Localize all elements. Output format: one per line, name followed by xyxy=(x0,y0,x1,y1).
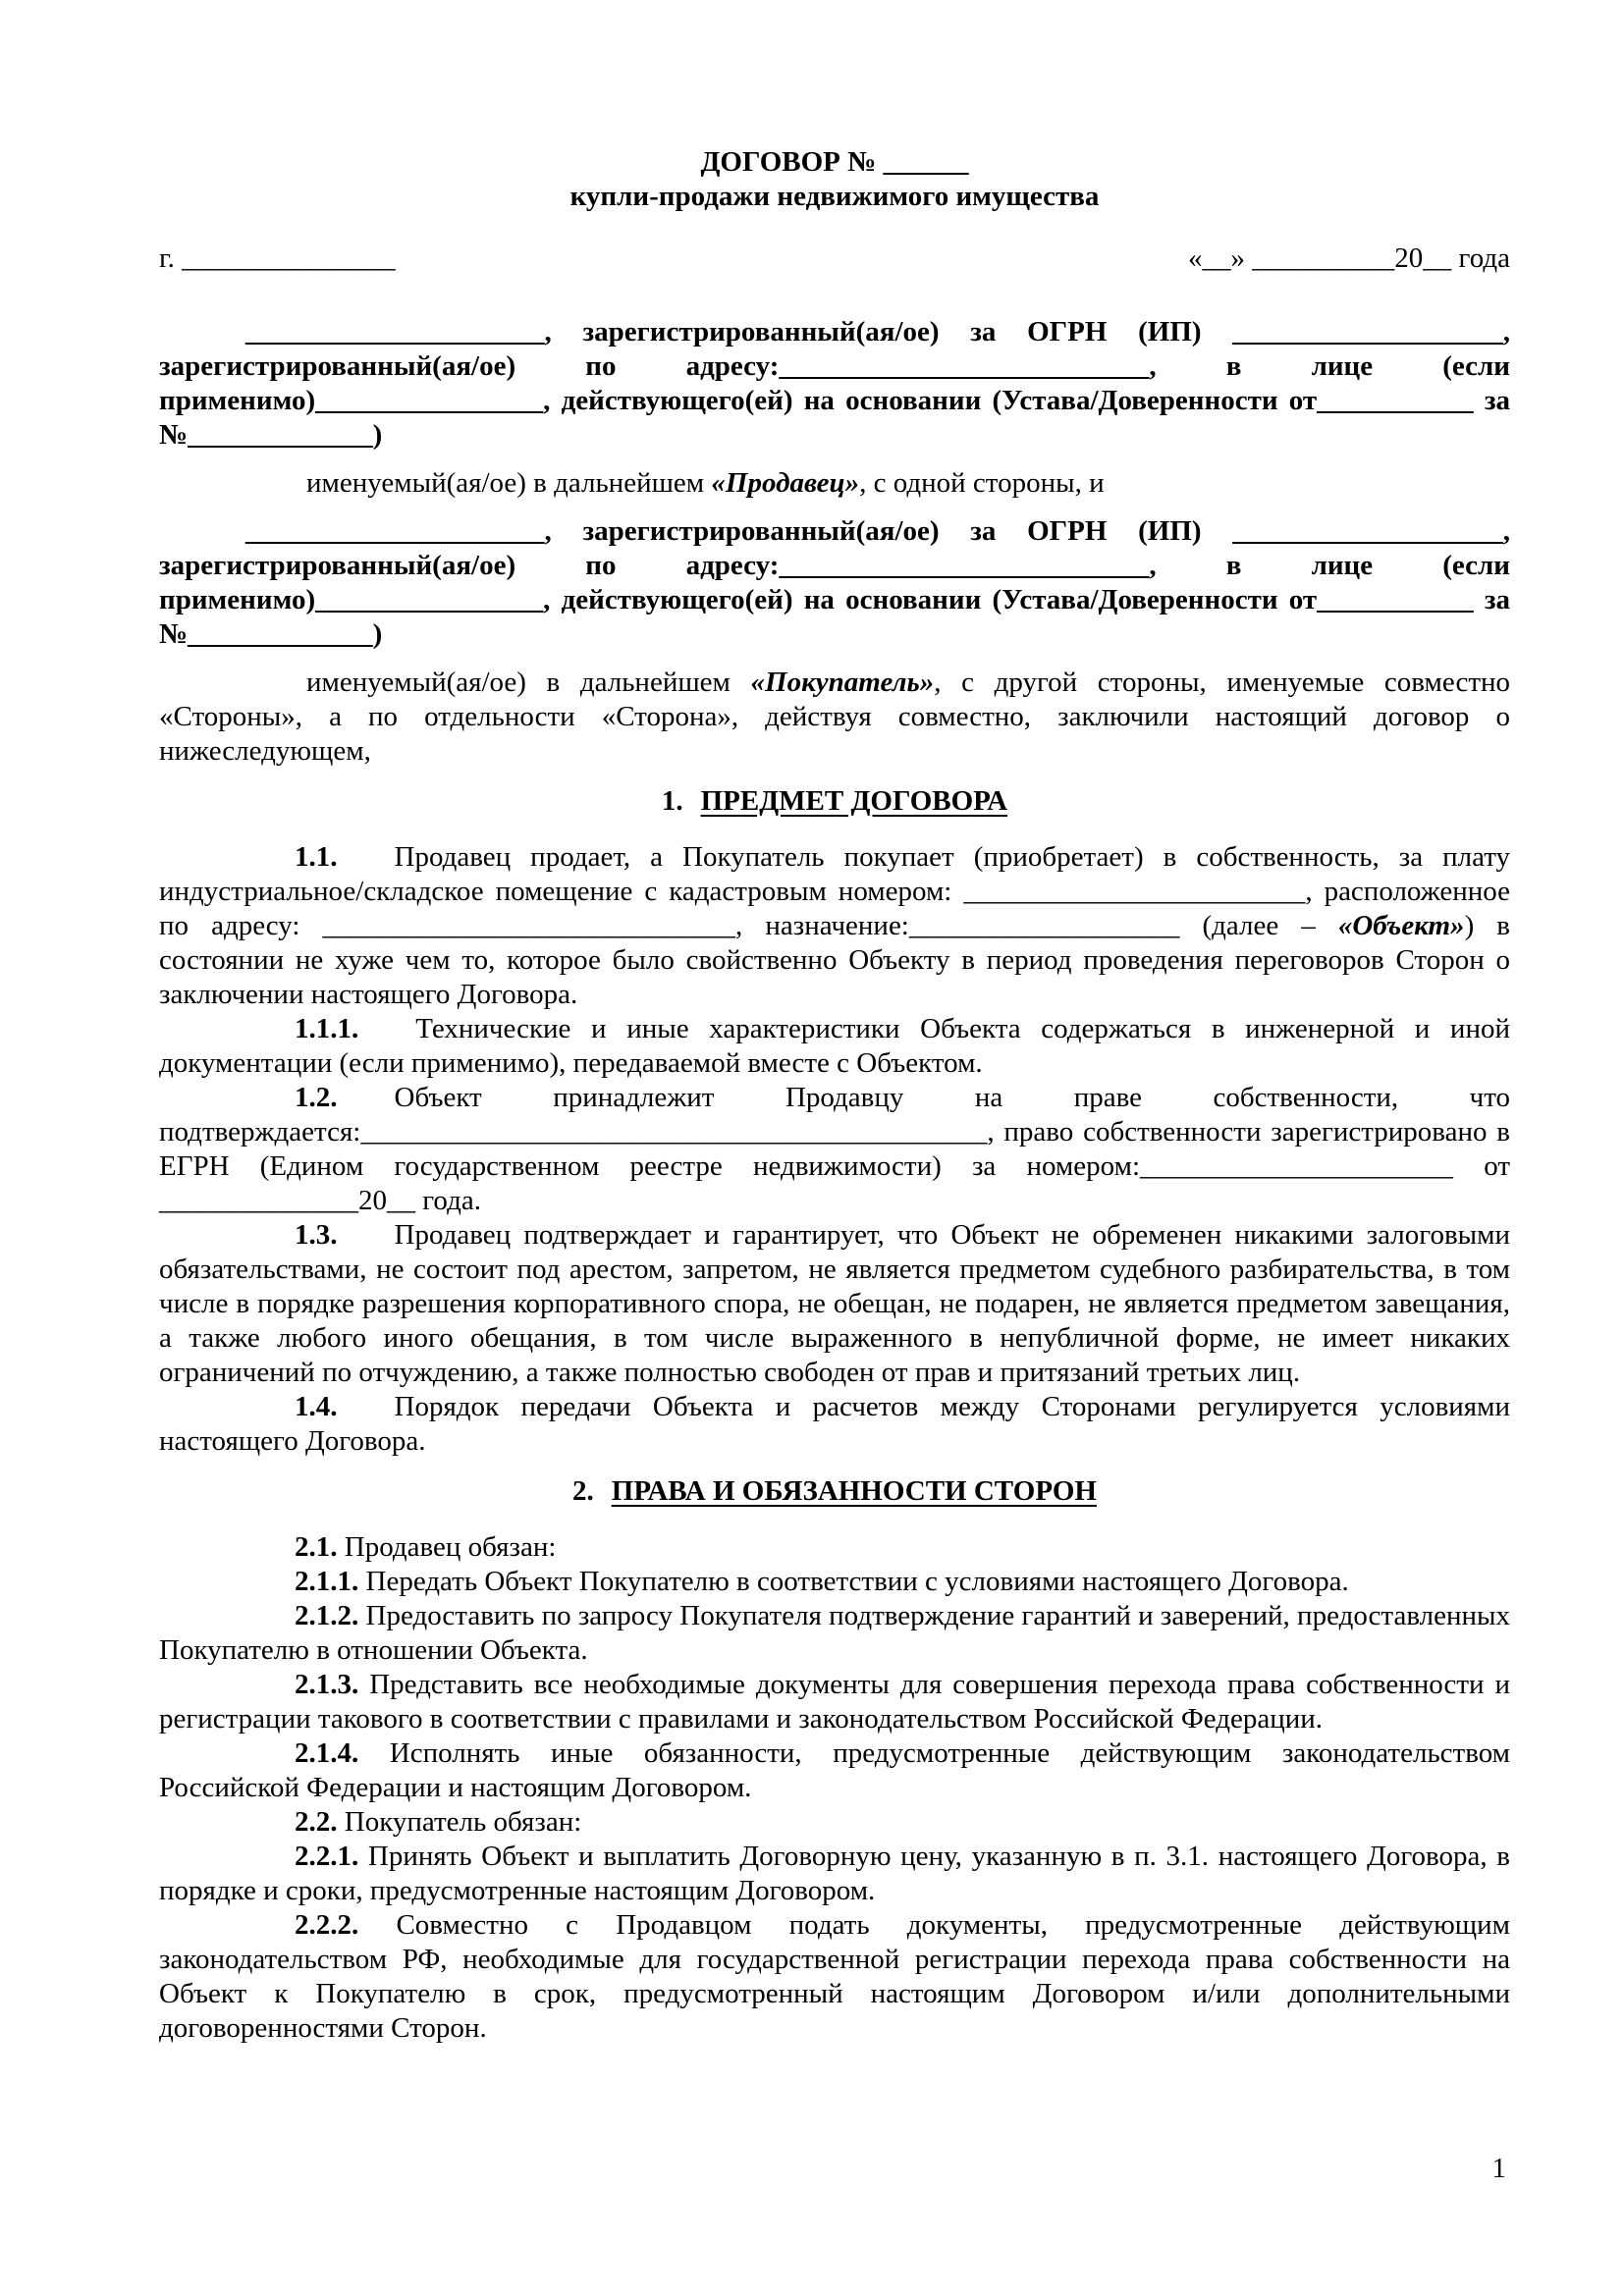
page-content xyxy=(159,145,1510,2046)
seller-intro-pre: именуемый(ая/ое) в дальнейшем xyxy=(306,467,712,499)
buyer-intro-pre: именуемый(ая/ое) в дальнейшем xyxy=(306,667,751,698)
clause-text: Продавец продает, а Покупатель покупает (приобретает) в собственность, за плату индустриальное/складское помещение с кадастровым номером: ________________________, расположенное по адресу: _____________________________, назначение:___________________ (далее – xyxy=(159,841,1510,941)
contract-subtitle: купли-продажи недвижимого имущества xyxy=(569,181,1100,212)
clause-text: Представить все необходимые документы для совершения перехода права собственности и регистрации такового в соответствии с правилами и законодательством Российской Федерации. xyxy=(159,1669,1511,1735)
object-term: «Объект» xyxy=(1337,910,1465,941)
clause-text: Передать Объект Покупателю в соответствии с условиями настоящего Договора. xyxy=(365,1566,1349,1597)
clause-2-2-1 xyxy=(159,1840,1510,1908)
buyer-details-paragraph: _____________________, зарегистрированный(ая/ое) за ОГРН (ИП) ___________________, зарегистрированный(ая/ое) по адресу:__________________________, в лице (если применимо)________________, действующего(ей) на основании (Устава/Доверенности от___________ за №_____________) xyxy=(159,515,1510,650)
clause-text: Принять Объект и выплатить Договорную цену, указанную в п. 3.1. настоящего Договора, в порядке и сроки, предусмотренные настоящим Договором. xyxy=(159,1841,1510,1906)
contract-title: ДОГОВОР № ______ xyxy=(700,146,969,178)
buyer-intro-post: , с другой стороны, именуемые совместно «Стороны», а по отдельности «Сторона», действуя совместно, заключили настоящий договор о нижеследующем, xyxy=(159,667,1511,767)
clause-2-2-2 xyxy=(159,1908,1510,2046)
clause-text: Технические и иные характеристики Объекта содержаться в инженерной и иной документации (если применимо), передаваемой вместе с Объектом. xyxy=(159,1013,1510,1079)
clause-2-1-3 xyxy=(159,1668,1510,1736)
clause-number: 1.3. xyxy=(295,1219,338,1251)
buyer-term: «Покупатель» xyxy=(750,667,935,698)
seller-intro-paragraph xyxy=(159,466,1510,501)
clause-number: 2.2.2. xyxy=(295,1909,359,1941)
seller-details-paragraph: _____________________, зарегистрированный(ая/ое) за ОГРН (ИП) ___________________, зарегистрированный(ая/ое) по адресу:__________________________, в лице (если применимо)________________, действующего(ей) на основании (Устава/Доверенности от___________ за №_____________) xyxy=(159,316,1510,451)
clause-1-1 xyxy=(159,840,1510,1012)
clause-2-1-2 xyxy=(159,1599,1510,1668)
clause-number: 1.1.1. xyxy=(295,1013,359,1044)
seller-intro-post: , с одной стороны, и xyxy=(859,467,1105,499)
clause-number: 2.1.4. xyxy=(295,1737,359,1769)
section-2-title: ПРАВА И ОБЯЗАННОСТИ СТОРОН xyxy=(611,1475,1097,1507)
clause-text: Исполнять иные обязанности, предусмотренные действующим законодательством Российской Федерации и настоящим Договором. xyxy=(159,1737,1511,1803)
buyer-intro-paragraph xyxy=(159,666,1510,769)
section-2-number: 2. xyxy=(572,1475,594,1507)
clause-2-1-4 xyxy=(159,1736,1510,1805)
clause-number: 2.1. xyxy=(295,1531,338,1563)
clause-number: 2.1.1. xyxy=(295,1566,359,1597)
section-1-number: 1. xyxy=(661,785,683,817)
clause-2-1-1 xyxy=(159,1565,1510,1599)
clause-number: 2.2.1. xyxy=(295,1841,359,1872)
clause-2-1 xyxy=(159,1530,1510,1565)
clause-1-4 xyxy=(159,1390,1510,1459)
clause-number: 1.2. xyxy=(295,1082,338,1113)
page-number: 1 xyxy=(1491,2153,1506,2184)
clause-text: Продавец подтверждает и гарантирует, что Объект не обременен никакими залоговыми обязательствами, не состоит под арестом, запретом, не является предметом судебного разбирательства, в том числе в порядке разрешения корпоративного спора, не обещан, не подарен, не является предметом завещания, а также любого иного обещания, в том числе выраженного в непубличной форме, не имеет никаких ограничений по отчуждению, а также полностью свободен от прав и притязаний третьих лиц. xyxy=(159,1219,1510,1388)
section-1-title: ПРЕДМЕТ ДОГОВОРА xyxy=(700,785,1008,817)
seller-term: «Продавец» xyxy=(711,467,860,499)
clause-text: Объект принадлежит Продавцу на праве собственности, что подтверждается:____________________________________________, право собственности зарегистрировано в ЕГРН (Едином государственном реестре недвижимости) за номером:______________________ от ______________20__ года. xyxy=(159,1082,1510,1216)
date-blank: «__» __________20__ года xyxy=(1188,242,1510,274)
section-2-heading xyxy=(159,1474,1510,1509)
clause-number: 1.4. xyxy=(295,1391,338,1422)
clause-1-1-1 xyxy=(159,1012,1510,1081)
clause-text: ) в состоянии не хуже чем то, которое было свойственно Объекту в период проведения переговоров Сторон о заключении настоящего Договора. xyxy=(159,910,1510,1010)
clause-text: Покупатель обязан: xyxy=(344,1806,582,1838)
clause-number: 2.1.3. xyxy=(295,1669,359,1700)
clause-text: Продавец обязан: xyxy=(344,1531,557,1563)
city-blank: г. _______________ xyxy=(159,242,396,274)
clause-text: Совместно с Продавцом подать документы, предусмотренные действующим законодательством РФ, необходимые для государственной регистрации перехода права собственности на Объект к Покупателю в срок, предусмотренный настоящим Договором и/или дополнительными договоренностями Сторон. xyxy=(159,1909,1510,2044)
clause-number: 2.1.2. xyxy=(295,1600,359,1631)
city-date-row xyxy=(159,241,1510,276)
clause-1-2 xyxy=(159,1081,1510,1218)
clause-text: Порядок передачи Объекта и расчетов между Сторонами регулируется условиями настоящего Договора. xyxy=(159,1391,1510,1457)
clause-number: 1.1. xyxy=(295,841,338,873)
clause-text: Предоставить по запросу Покупателя подтверждение гарантий и заверений, предоставленных Покупателю в отношении Объекта. xyxy=(159,1600,1510,1666)
clause-1-3 xyxy=(159,1218,1510,1390)
clause-number: 2.2. xyxy=(295,1806,338,1838)
clause-2-2 xyxy=(159,1805,1510,1840)
section-1-heading xyxy=(159,784,1510,819)
